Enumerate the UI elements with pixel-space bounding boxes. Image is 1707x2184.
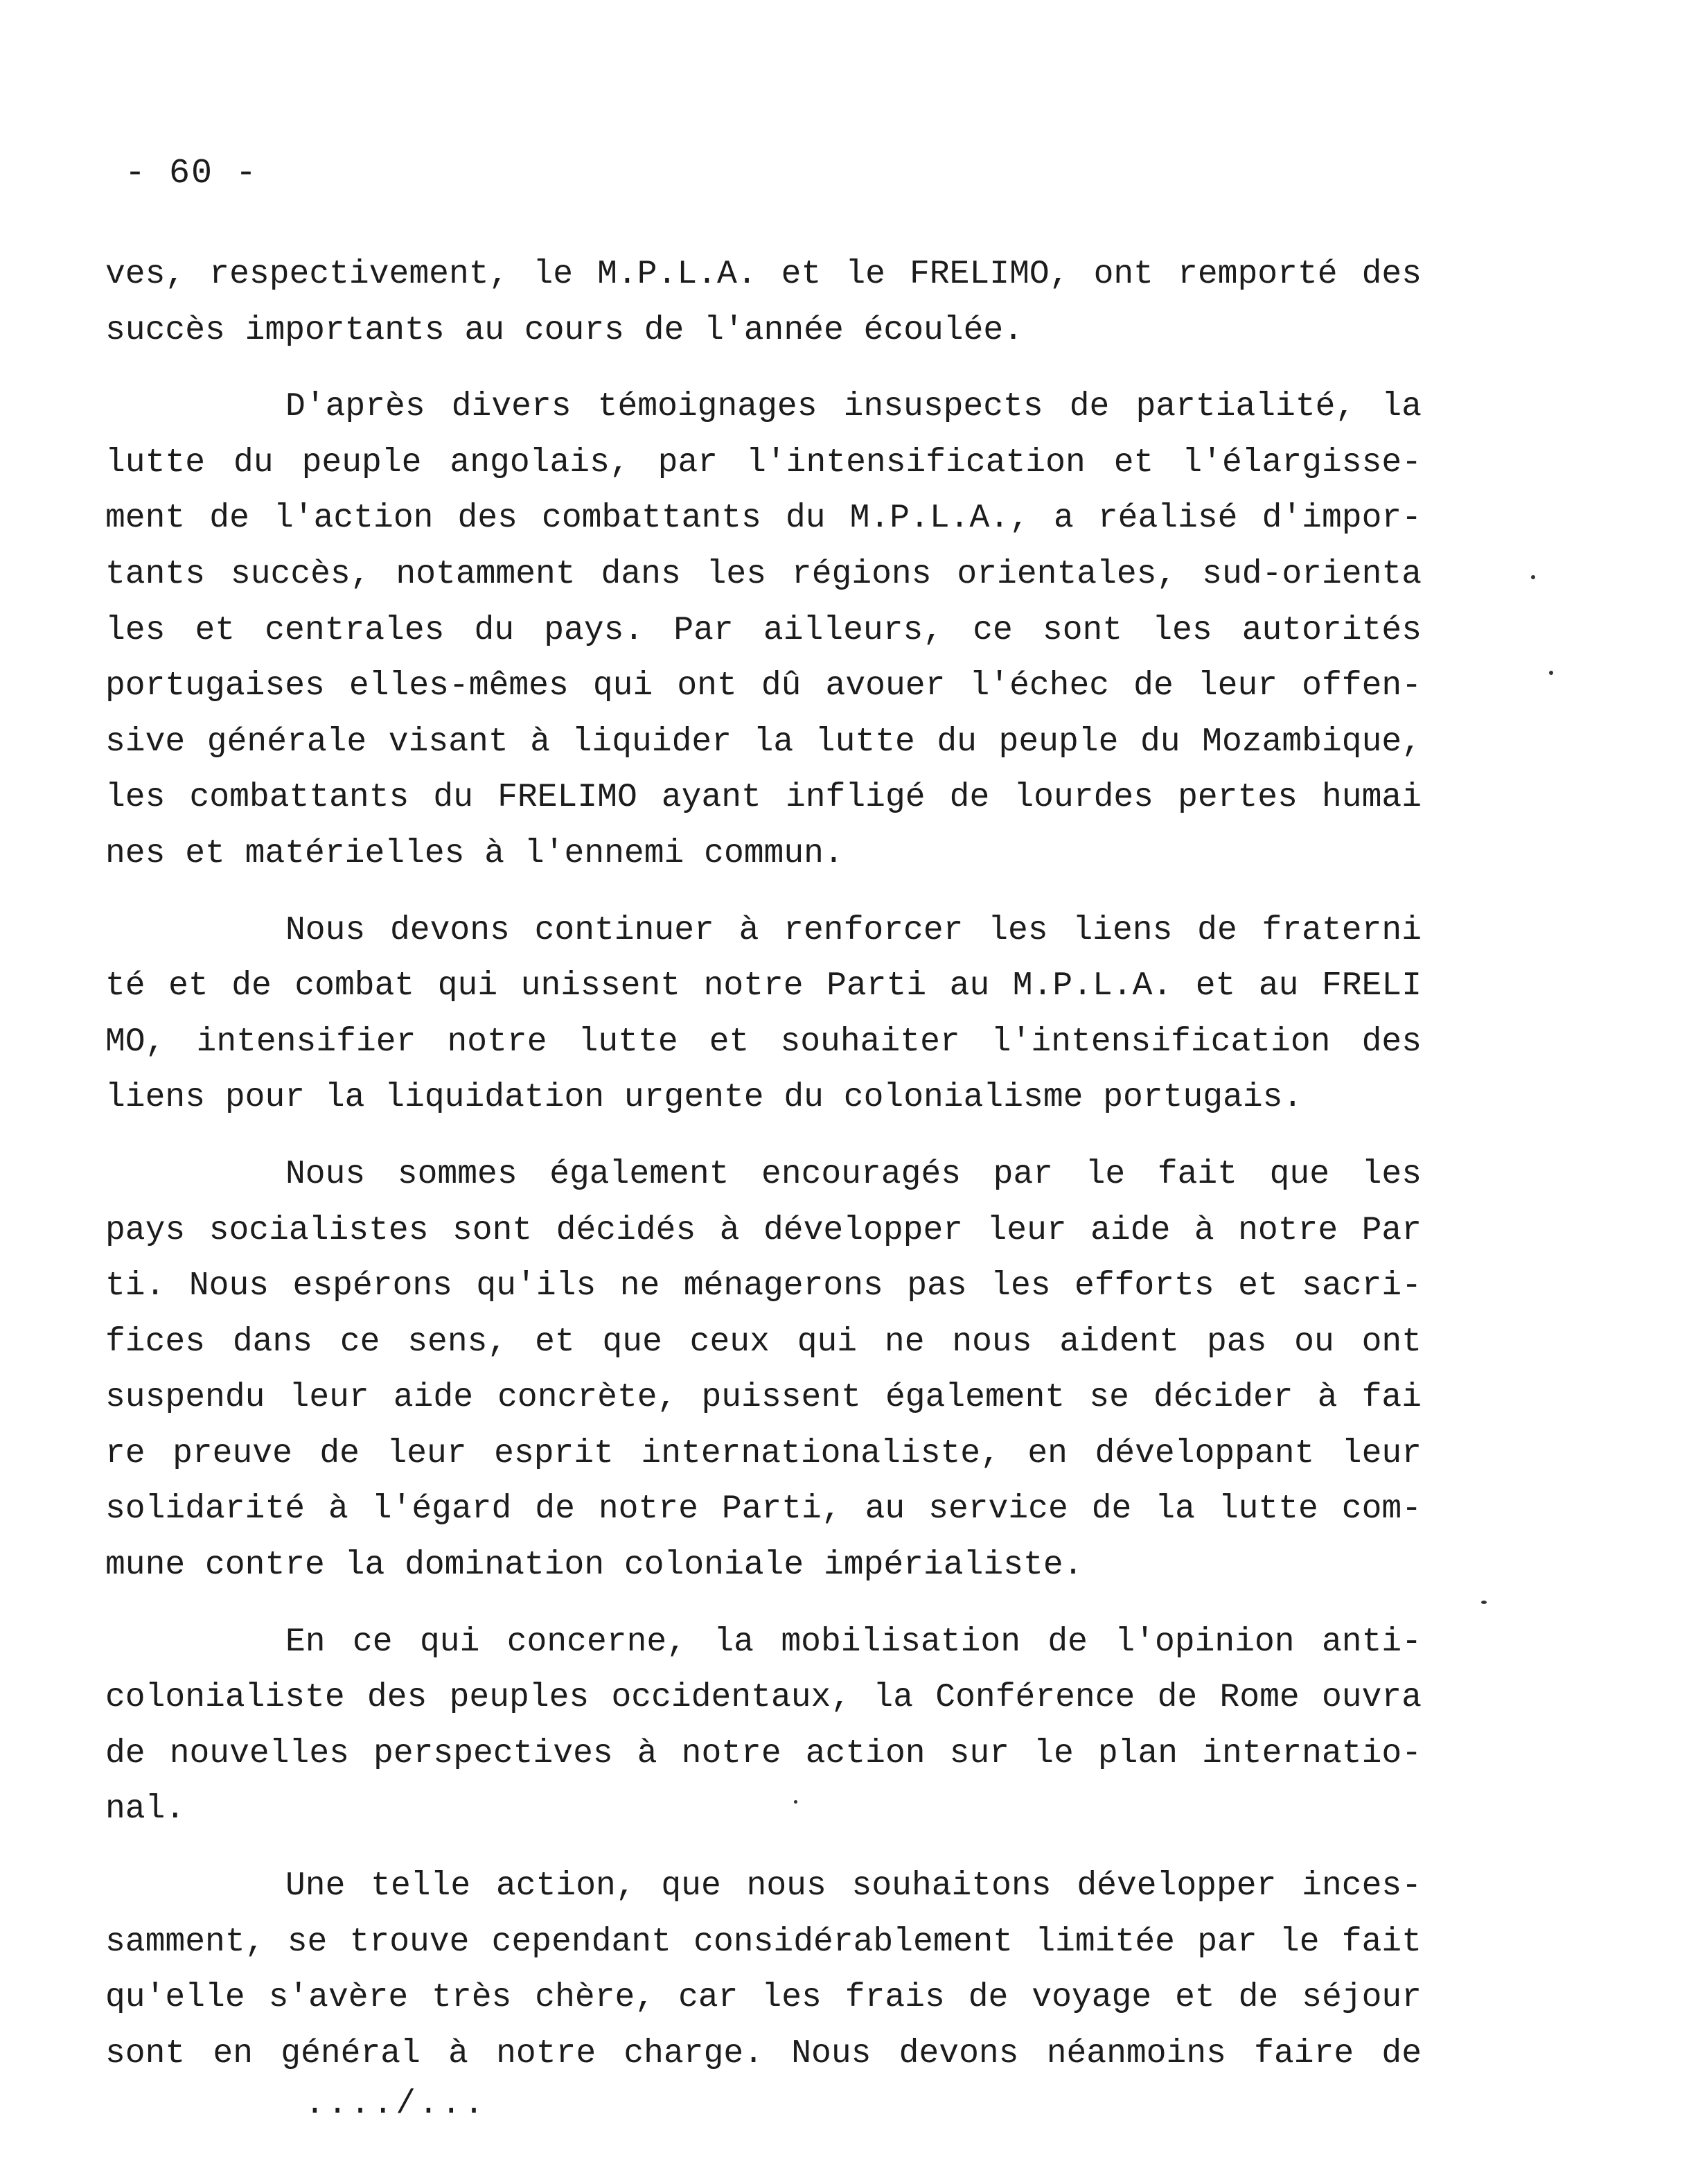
text-line: ment de l'action des combattants du M.P.L.A., a réalisé d'impor- [105,500,1422,538]
text-line: nes et matérielles à l'ennemi commun. [105,834,844,872]
text-line: D'après divers témoignages insuspects de partialité, la [285,388,1422,426]
paragraph-5 [105,1614,1422,1838]
text-line: En ce qui concerne, la mobilisation de l'opinion anti- [285,1623,1422,1661]
text-line: liens pour la liquidation urgente du colonialisme portugais. [105,1079,1303,1117]
text-line: lutte du peuple angolais, par l'intensification et l'élargisse- [105,443,1422,482]
text-line: pays socialistes sont décidés à développer leur aide à notre Par [105,1211,1422,1249]
text-line: solidarité à l'égard de notre Parti, au service de la lutte com- [105,1490,1422,1529]
text-line: nal. [105,1790,186,1829]
text-line: Nous devons continuer à renforcer les liens de fraterni [285,911,1422,949]
text-line: les combattants du FRELIMO ayant infligé de lourdes pertes humai [105,779,1422,817]
text-line: tants succès, notamment dans les régions orientales, sud-orienta [105,555,1422,593]
text-line: Une telle action, que nous souhaitons développer inces- [285,1867,1422,1905]
text-line: les et centrales du pays. Par ailleurs, ce sont les autorités [105,611,1422,649]
text-line: succès importants au cours de l'année écoulée. [105,311,1024,349]
text-line: fices dans ce sens, et que ceux qui ne nous aident pas ou ont [105,1323,1422,1361]
text-line: mune contre la domination coloniale impérialiste. [105,1547,1084,1585]
text-line: colonialiste des peuples occidentaux, la Conférence de Rome ouvra [105,1679,1422,1717]
scan-speck [1549,671,1553,675]
text-line: suspendu leur aide concrète, puissent également se décider à fai [105,1379,1422,1417]
scan-speck [1531,575,1535,579]
scan-speck [794,1800,797,1804]
text-line: ves, respectivement, le M.P.L.A. et le FRELIMO, ont remporté des [105,256,1422,293]
text-line: Nous sommes également encouragés par le fait que les [285,1155,1422,1193]
text-line: qu'elle s'avère très chère, car les frais de voyage et de séjour [105,1979,1422,2017]
paragraph-2 [105,379,1422,881]
continuation-mark: ..../... [305,2086,487,2123]
page-number: - 60 - [125,154,258,193]
text-line: té et de combat qui unissent notre Parti au M.P.L.A. et au FRELI [105,967,1422,1005]
text-line: portugaises elles-mêmes qui ont dû avouer l'échec de leur offen- [105,667,1422,705]
scan-speck [1481,1601,1487,1604]
paragraph-1 [105,247,1422,358]
text-line: re preuve de leur esprit internationaliste, en développant leur [105,1434,1422,1472]
text-line: ti. Nous espérons qu'ils ne ménagerons pas les efforts et sacri- [105,1267,1422,1305]
text-line: MO, intensifier notre lutte et souhaiter l'intensification des [105,1023,1422,1061]
paragraph-6 [105,1858,1422,2081]
paragraph-3 [105,903,1422,1126]
body-text [105,247,1422,2102]
text-line: sont en général à notre charge. Nous devons néanmoins faire de [105,2034,1422,2072]
paragraph-4 [105,1147,1422,1594]
text-line: sive générale visant à liquider la lutte du peuple du Mozambique, [105,723,1422,761]
text-line: samment, se trouve cependant considérablement limitée par le fait [105,1923,1422,1961]
text-line: de nouvelles perspectives à notre action sur le plan internatio- [105,1734,1422,1772]
